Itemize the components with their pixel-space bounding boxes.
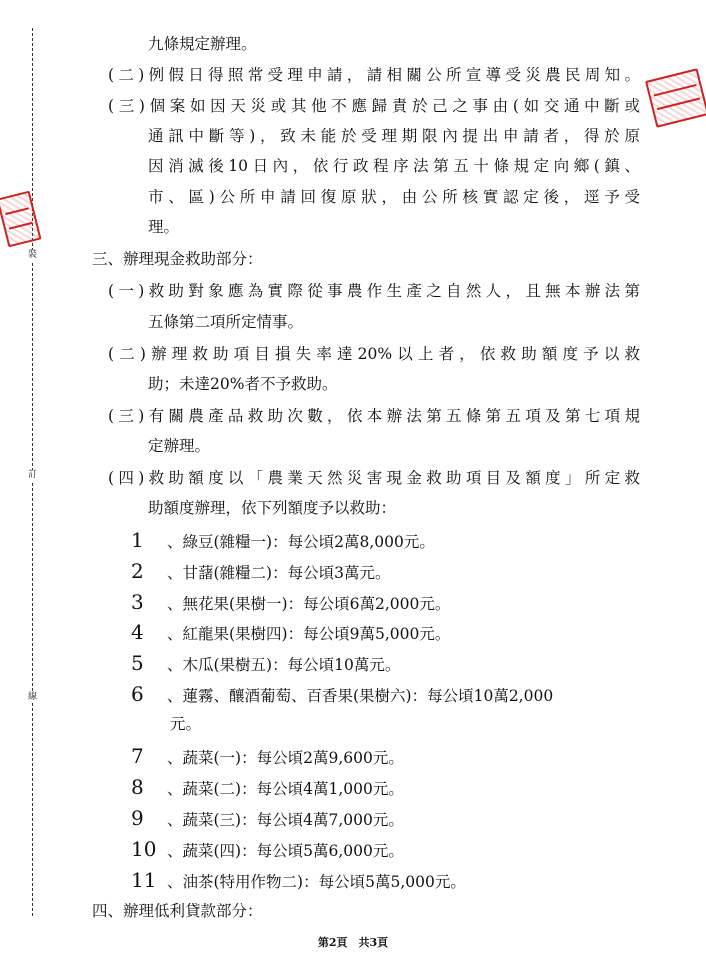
list-item-text: 、木瓜(果樹五)：每公頃10萬元。	[167, 656, 401, 674]
list-item-text: 、蓮霧、釀酒葡萄、百香果(果樹六)：每公頃10萬2,000	[167, 687, 554, 705]
list-item	[131, 653, 400, 673]
list-item	[131, 870, 466, 890]
list-item-number: 11	[131, 868, 157, 892]
section-heading-4: 四、辦理低利貸款部分：	[92, 902, 263, 920]
paragraph-line: (三)個案如因天災或其他不應歸責於己之事由(如交通中斷或	[108, 97, 640, 115]
list-item-number: 1	[131, 528, 144, 552]
paragraph-line: (二)例假日得照常受理申請，請相關公所宣導受災農民周知。	[108, 66, 640, 84]
list-item-text: 、蔬菜(三)：每公頃4萬7,000元。	[167, 811, 404, 829]
list-item-number: 8	[131, 775, 144, 799]
paragraph-line: (一)救助對象應為實際從事農作生產之自然人，且無本辦法第	[108, 282, 640, 300]
paragraph-line: 五條第二項所定情事。	[148, 313, 304, 331]
list-item	[131, 592, 450, 612]
list-item-number: 10	[131, 837, 157, 861]
paragraph-line: (四)救助額度以「農業天然災害現金救助項目及額度」所定救	[108, 469, 640, 487]
list-item-continuation: 元。	[170, 715, 202, 733]
page-footer: 第2頁 共3頁	[317, 936, 389, 949]
paragraph-line: 九條規定辦理。	[148, 35, 257, 53]
binding-mark-zhuang: 裝	[27, 250, 37, 260]
list-item	[131, 746, 404, 766]
list-item	[131, 530, 435, 550]
list-item-text: 、蔬菜(一)：每公頃2萬9,600元。	[167, 749, 404, 767]
list-item-text: 、蔬菜(四)：每公頃5萬6,000元。	[167, 842, 404, 860]
paragraph-line: 通訊中斷等)，致未能於受理期限內提出申請者，得於原	[148, 127, 640, 145]
paragraph-line: (三)有關農產品救助次數，依本辦法第五條第五項及第七項規	[108, 407, 640, 425]
paragraph-line: 市、區)公所申請回復原狀，由公所核實認定後，逕予受	[148, 188, 640, 206]
paragraph-line: 助額度辦理，依下列額度予以救助：	[148, 499, 397, 517]
list-item	[131, 561, 390, 581]
list-item	[131, 808, 404, 828]
binding-mark-xian: 線	[27, 692, 37, 702]
list-item	[131, 839, 404, 859]
list-item-text: 、無花果(果樹一)：每公頃6萬2,000元。	[167, 595, 451, 613]
list-item	[131, 684, 553, 704]
list-item-text: 、紅龍果(果樹四)：每公頃9萬5,000元。	[167, 625, 451, 643]
list-item-number: 2	[131, 559, 144, 583]
list-item-text: 、甘藷(雜糧二)：每公頃3萬元。	[167, 564, 391, 582]
paragraph-line: 理。	[148, 218, 180, 236]
list-item-text: 、油茶(特用作物二)：每公頃5萬5,000元。	[167, 873, 466, 891]
list-item-number: 9	[131, 806, 144, 830]
paragraph-line: (二)辦理救助項目損失率達20%以上者，依救助額度予以救	[108, 345, 640, 363]
binding-mark-ding: 訂	[27, 470, 37, 480]
section-heading-3: 三、辦理現金救助部分：	[92, 250, 263, 268]
list-item	[131, 777, 404, 797]
list-item-number: 4	[131, 620, 144, 644]
paragraph-line: 因消滅後10日內，依行政程序法第五十條規定向鄉(鎮、	[148, 157, 640, 175]
list-item-text: 、蔬菜(二)：每公頃4萬1,000元。	[167, 780, 404, 798]
paragraph-line: 定辦理。	[148, 437, 211, 455]
list-item	[131, 622, 450, 642]
list-item-number: 6	[131, 682, 144, 706]
paragraph-line: 助；未達20%者不予救助。	[148, 375, 338, 393]
list-item-number: 3	[131, 590, 144, 614]
list-item-number: 5	[131, 651, 144, 675]
list-item-number: 7	[131, 744, 144, 768]
list-item-text: 、綠豆(雜糧一)：每公頃2萬8,000元。	[167, 533, 435, 551]
